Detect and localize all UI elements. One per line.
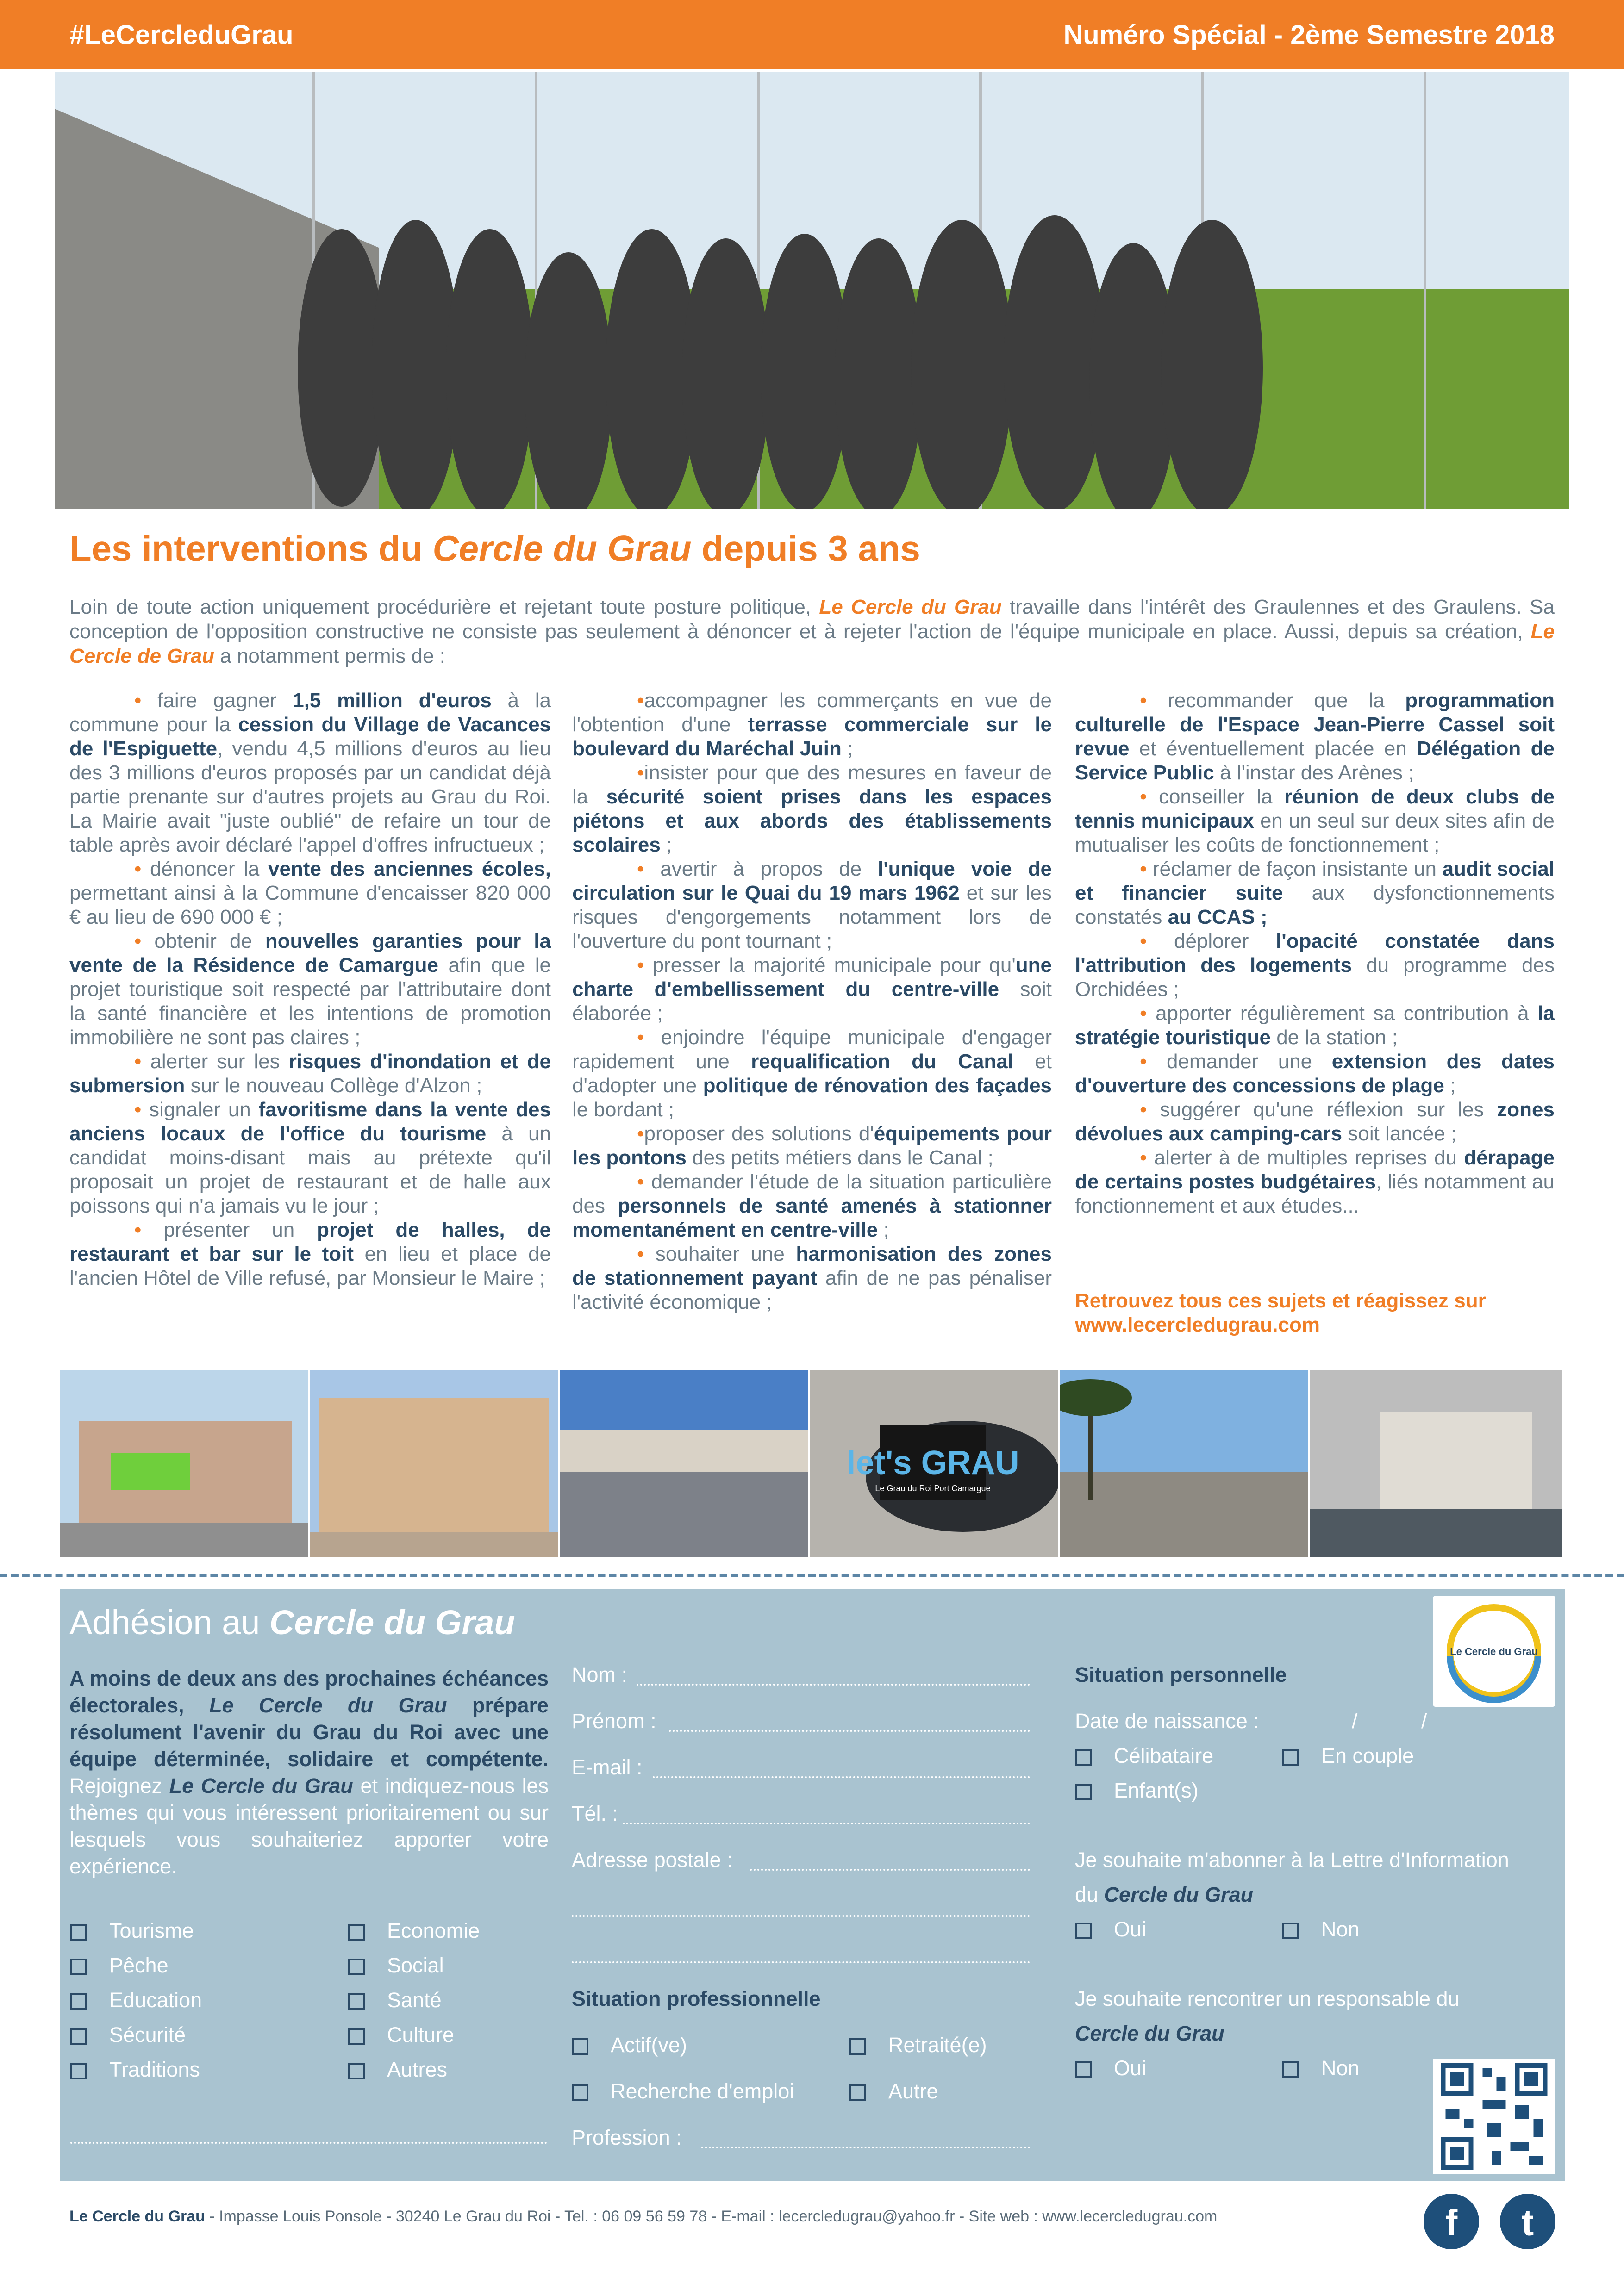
list-item: •insister pour que des mesures en faveur de la sécurité soient prises dans les espaces piétons et aux abords des établissements scolaires ;: [572, 761, 1052, 856]
column-2: [572, 689, 1052, 1314]
autre-checkbox[interactable]: Autre: [849, 2079, 938, 2103]
list-item: • apporter régulièrement sa contribution à la stratégie touristique de la station ;: [1075, 1002, 1555, 1049]
list-item: • souhaiter une harmonisation des zones de stationnement payant afin de ne pas pénaliser l'activité économique ;: [572, 1243, 1052, 1313]
date-separator: /: [1421, 1709, 1427, 1733]
list-item: • réclamer de façon insistante un audit social et financier suite aux dysfonctionnements constatés au CCAS ;: [1075, 858, 1555, 928]
list-item: • faire gagner 1,5 million d'euros à la commune pour la cession du Village de Vacances de l'Espiguette, vendu 4,5 millions d'euros au lieu des 3 millions d'euros proposés par un candidat déjà partie prenante sur d'autres projets au Grau du Roi. La Mairie avait "juste oublié" de refaire un tour de table après avoir déclaré l'appel d'offres infructueux ;: [69, 689, 551, 856]
adresse-field[interactable]: [750, 1869, 1030, 1871]
footer-contact: Le Cercle du Grau - Impasse Louis Ponsole - 30240 Le Grau du Roi - Tel. : 06 09 56 59 78 - E-mail : lecercledugrau@yahoo.fr - Site web : www.lecercledugrau.com: [69, 2208, 1218, 2225]
en-couple-checkbox[interactable]: En couple: [1282, 1744, 1414, 1768]
column-3: [1075, 689, 1555, 1218]
form-lead: A moins de deux ans des prochaines échéances électorales, Le Cercle du Grau prépare résolument l'avenir du Grau du Roi avec une équipe déterminée, solidaire et compétente. Rejoignez Le Cercle du Grau et indiquez-nous les thèmes qui vous intéressent prioritairement ou sur lesquels vous souhaiteriez apporter votre expérience.: [69, 1667, 549, 1878]
nom-label: Nom :: [572, 1663, 628, 1686]
retrouvez-note: Retrouvez tous ces sujets et réagissez sur www.lecercledugrau.com: [1075, 1289, 1486, 1336]
list-item: • conseiller la réunion de deux clubs de tennis municipaux en un seul sur deux sites afin de mutualiser les coûts de fonctionnement ;: [1075, 785, 1555, 856]
list-item: • recommander que la programmation culturelle de l'Espace Jean-Pierre Cassel soit revue et éventuellement placée en Délégation de Service Public à l'instar des Arènes ;: [1075, 689, 1555, 784]
list-item: • demander l'étude de la situation particulière des personnels de santé amenés à stationner momentanément en centre-ville ;: [572, 1170, 1052, 1241]
cut-line: [0, 1574, 1624, 1577]
profession-label: Profession :: [572, 2126, 682, 2149]
date-separator: /: [1352, 1709, 1358, 1733]
photo-1: [60, 1370, 308, 1557]
column-1: [69, 689, 551, 1290]
photo-2: [310, 1370, 558, 1557]
abonner-label: Je souhaite m'abonner à la Lettre d'Information: [1075, 1848, 1509, 1872]
list-item: • alerter sur les risques d'inondation et de submersion sur le nouveau Collège d'Alzon ;: [69, 1050, 551, 1097]
group-photo: [55, 72, 1569, 509]
naissance-label[interactable]: Date de naissance :: [1075, 1709, 1259, 1733]
list-item: • signaler un favoritisme dans la vente des anciens locaux de l'office du tourisme à un candidat moins-disant mais au prétexte qu'il proposait un projet de restaurant et de halle aux poissons qui n'a jamais vu le jour ;: [69, 1098, 551, 1217]
article-title: Les interventions du Cercle du Grau depuis 3 ans: [69, 528, 920, 569]
recherche-emploi-checkbox[interactable]: Recherche d'emploi: [572, 2079, 794, 2103]
header-bar: [0, 0, 1624, 69]
photo-5: [1060, 1370, 1308, 1557]
prenom-label: Prénom :: [572, 1709, 656, 1733]
abonner-label-2: du Cercle du Grau: [1075, 1883, 1254, 1906]
issue-label: Numéro Spécial - 2ème Semestre 2018: [1063, 20, 1555, 50]
list-item: • déplorer l'opacité constatée dans l'attribution des logements du programme des Orchidées ;: [1075, 930, 1555, 1001]
list-item: • enjoindre l'équipe municipale d'engager rapidement une requalification du Canal et d'adopter une politique de rénovation des façades le bordant ;: [572, 1026, 1052, 1121]
theme-checkbox[interactable]: Tourisme: [70, 1919, 194, 1943]
other-theme-field[interactable]: [70, 2142, 547, 2144]
rencontrer-label: Je souhaite rencontrer un responsable du: [1075, 1987, 1460, 2010]
email-field[interactable]: [653, 1776, 1030, 1778]
situation-perso-heading: Situation personnelle: [1075, 1663, 1287, 1686]
theme-checkbox[interactable]: Education: [70, 1988, 202, 2012]
lets-grau-badge: let's GRAU: [846, 1444, 1019, 1481]
theme-checkbox[interactable]: Santé: [348, 1988, 442, 2012]
rencontrer-label-2: Cercle du Grau: [1075, 2022, 1224, 2045]
tel-field[interactable]: [623, 1823, 1030, 1824]
theme-checkbox[interactable]: Economie: [348, 1919, 480, 1943]
theme-checkbox[interactable]: Pêche: [70, 1954, 169, 1978]
hashtag: #LeCercleduGrau: [69, 20, 294, 50]
tel-label: Tél. :: [572, 1802, 618, 1825]
list-item: • suggérer qu'une réflexion sur les zones dévolues aux camping-cars soit lancée ;: [1075, 1098, 1555, 1145]
list-item: • demander une extension des dates d'ouverture des concessions de plage ;: [1075, 1050, 1555, 1097]
article-intro: Loin de toute action uniquement procédurière et rejetant toute posture politique, Le Cercle du Grau travaille dans l'intérêt des Graulennes et des Graulens. Sa conception de l'opposition constructive ne consiste pas seulement à dénoncer et à rejeter l'action de l'équipe municipale en place. Aussi, depuis sa création, Le Cercle de Grau a notamment permis de :: [69, 596, 1555, 667]
enfants-checkbox[interactable]: Enfant(s): [1075, 1779, 1199, 1803]
theme-checkbox[interactable]: Traditions: [70, 2058, 200, 2082]
rencontrer-non-checkbox[interactable]: Non: [1282, 2056, 1360, 2080]
list-item: • présenter un projet de halles, de restaurant et bar sur le toit en lieu et place de l'ancien Hôtel de Ville refusé, par Monsieur le Maire ;: [69, 1219, 551, 1289]
twitter-icon[interactable]: t: [1500, 2194, 1555, 2249]
membership-form: [60, 1589, 1565, 2181]
site-link[interactable]: www.lecercledugrau.com: [1075, 1313, 1320, 1336]
list-item: • avertir à propos de l'unique voie de circulation sur le Quai du 19 mars 1962 et sur les risques d'engorgements notamment lors de l'ouverture du pont tournant ;: [572, 858, 1052, 952]
photo-4: [810, 1370, 1058, 1557]
situation-pro-heading: Situation professionnelle: [572, 1987, 821, 2010]
list-item: •proposer des solutions d'équipements pour les pontons des petits métiers dans le Canal ;: [572, 1122, 1052, 1169]
list-item: • alerter à de multiples reprises du dérapage de certains postes budgétaires, liés notamment au fonctionnement et aux études...: [1075, 1146, 1555, 1217]
photo-3: [560, 1370, 808, 1557]
nom-field[interactable]: [637, 1684, 1030, 1686]
adresse-field-2[interactable]: [572, 1915, 1030, 1917]
adresse-field-3[interactable]: [572, 1961, 1030, 1963]
actif-checkbox[interactable]: Actif(ve): [572, 2033, 687, 2057]
celibataire-checkbox[interactable]: Célibataire: [1075, 1744, 1213, 1768]
retraite-checkbox[interactable]: Retraité(e): [849, 2033, 987, 2057]
theme-checkbox[interactable]: Autres: [348, 2058, 447, 2082]
form-title: Adhésion au Cercle du Grau: [69, 1603, 515, 1642]
abonner-non-checkbox[interactable]: Non: [1282, 1917, 1360, 1941]
profession-field[interactable]: [701, 2147, 1030, 2148]
cercle-logo: [1433, 1596, 1555, 1707]
abonner-oui-checkbox[interactable]: Oui: [1075, 1917, 1146, 1941]
svg-text:Le Cercle du Grau: Le Cercle du Grau: [1450, 1646, 1538, 1657]
lets-grau-sub: Le Grau du Roi Port Camargue: [875, 1484, 991, 1493]
theme-checkbox[interactable]: Culture: [348, 2023, 454, 2047]
theme-checkbox[interactable]: Social: [348, 1954, 444, 1978]
list-item: •accompagner les commerçants en vue de l'obtention d'une terrasse commerciale sur le boulevard du Maréchal Juin ;: [572, 689, 1052, 760]
facebook-icon[interactable]: f: [1424, 2194, 1479, 2249]
list-item: • presser la majorité municipale pour qu'une charte d'embellissement du centre-ville soit élaborée ;: [572, 954, 1052, 1025]
photo-6: [1310, 1370, 1562, 1557]
list-item: • obtenir de nouvelles garanties pour la vente de la Résidence de Camargue afin que le projet touristique soit respecté par l'attributaire dont la santé financière et les intentions de promotion immobilière ne sont pas claires ;: [69, 930, 551, 1049]
qr-code[interactable]: [1433, 2059, 1555, 2174]
theme-checkbox[interactable]: Sécurité: [70, 2023, 186, 2047]
rencontrer-oui-checkbox[interactable]: Oui: [1075, 2056, 1146, 2080]
adresse-label: Adresse postale :: [572, 1848, 733, 1872]
email-label: E-mail :: [572, 1755, 643, 1779]
list-item: • dénoncer la vente des anciennes écoles, permettant ainsi à la Commune d'encaisser 820 000 € au lieu de 690 000 € ;: [69, 858, 551, 928]
prenom-field[interactable]: [669, 1730, 1030, 1732]
